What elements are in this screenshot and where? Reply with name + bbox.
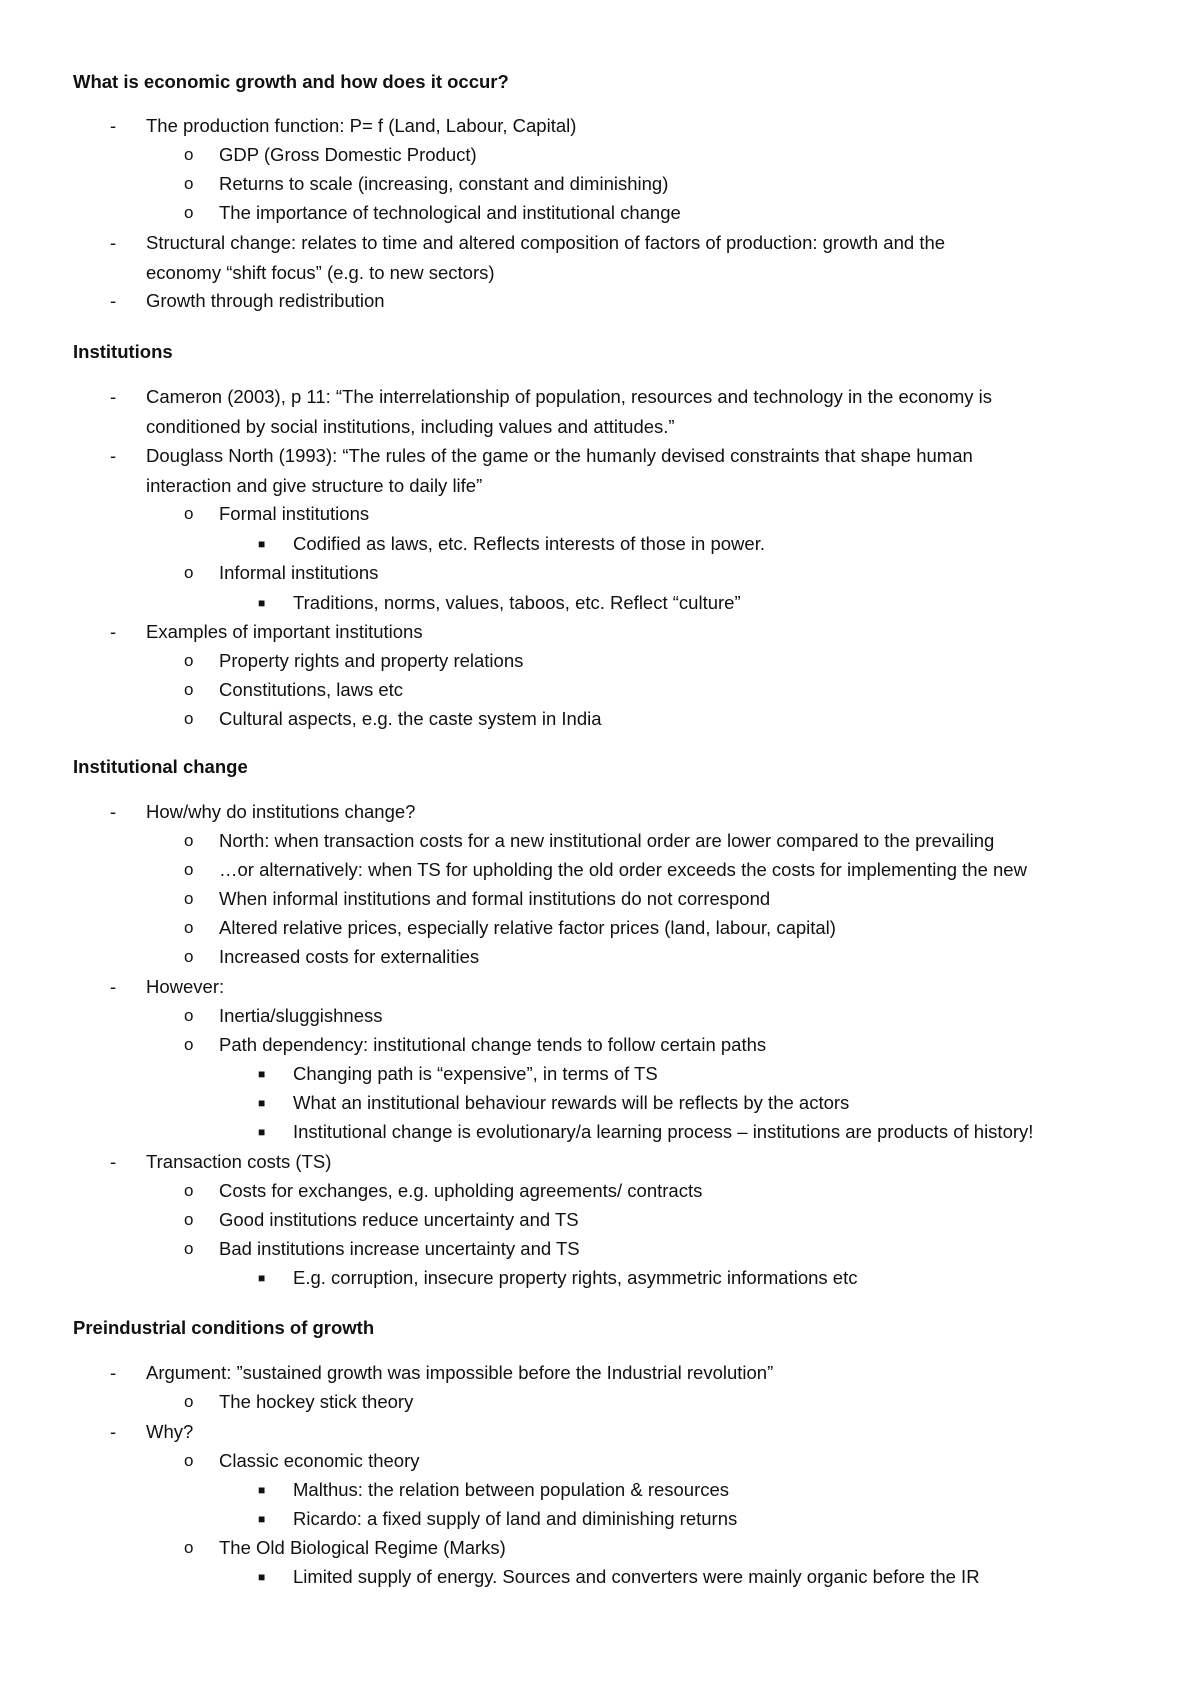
list-item-text: Changing path is “expensive”, in terms of TS (293, 1063, 658, 1084)
dash-bullet: - (110, 976, 117, 997)
list-item-text: Transaction costs (TS) (146, 1151, 332, 1172)
list-item-text: Limited supply of energy. Sources and converters were mainly organic before the IR (293, 1566, 980, 1587)
square-bullet-icon: ■ (258, 1512, 266, 1526)
list-item-text: The importance of technological and institutional change (219, 202, 681, 223)
circle-bullet: o (184, 504, 194, 523)
list-item-text: Examples of important institutions (146, 621, 423, 642)
circle-bullet: o (184, 860, 194, 879)
square-bullet-icon: ■ (258, 1483, 266, 1497)
list-item-text: Constitutions, laws etc (219, 679, 404, 700)
list-item-text: How/why do institutions change? (146, 801, 416, 822)
list-item-text: Bad institutions increase uncertainty and TS (219, 1238, 580, 1259)
list-item-text: Classic economic theory (219, 1450, 420, 1471)
list-item-text: Formal institutions (219, 503, 370, 524)
list-item-text: Cultural aspects, e.g. the caste system in India (219, 708, 602, 729)
list-item-text: Structural change: relates to time and altered composition of factors of production: growth and the (146, 232, 946, 253)
circle-bullet: o (184, 1538, 194, 1557)
list-item-text: GDP (Gross Domestic Product) (219, 144, 477, 165)
circle-bullet: o (184, 145, 194, 164)
list-item-text: Argument: ”sustained growth was impossible before the Industrial revolution” (146, 1362, 774, 1383)
circle-bullet: o (184, 831, 194, 850)
list-item-text: Codified as laws, etc. Reflects interests of those in power. (293, 533, 765, 554)
dash-bullet: - (110, 1421, 117, 1442)
list-item-text: Cameron (2003), p 11: “The interrelationship of population, resources and technology in the economy is (146, 386, 993, 407)
circle-bullet: o (184, 709, 194, 728)
list-item-text: The production function: P= f (Land, Labour, Capital) (146, 115, 577, 136)
list-item-text: The hockey stick theory (219, 1391, 414, 1412)
square-bullet-icon: ■ (258, 537, 266, 551)
dash-bullet: - (110, 290, 117, 311)
list-item-text: Altered relative prices, especially relative factor prices (land, labour, capital) (219, 917, 836, 938)
circle-bullet: o (184, 1239, 194, 1258)
list-item-text: Douglass North (1993): “The rules of the game or the humanly devised constraints that shape human (146, 445, 973, 466)
circle-bullet: o (184, 947, 194, 966)
list-item-text: Property rights and property relations (219, 650, 524, 671)
list-item-text: Increased costs for externalities (219, 946, 480, 967)
dash-bullet: - (110, 801, 117, 822)
square-bullet-icon: ■ (258, 596, 266, 610)
section-heading: What is economic growth and how does it occur? (73, 71, 509, 92)
circle-bullet: o (184, 1035, 194, 1054)
circle-bullet: o (184, 1392, 194, 1411)
circle-bullet: o (184, 1210, 194, 1229)
list-item-text: Costs for exchanges, e.g. upholding agreements/ contracts (219, 1180, 703, 1201)
dash-bullet: - (110, 115, 117, 136)
square-bullet-icon: ■ (258, 1271, 266, 1285)
square-bullet-icon: ■ (258, 1125, 266, 1139)
list-item-text: interaction and give structure to daily life” (146, 474, 483, 496)
list-item-text: Why? (146, 1421, 194, 1442)
circle-bullet: o (184, 174, 194, 193)
list-item-text: Growth through redistribution (146, 290, 385, 311)
list-item-text: What an institutional behaviour rewards will be reflects by the actors (293, 1092, 850, 1113)
square-bullet-icon: ■ (258, 1570, 266, 1584)
section-heading: Institutions (73, 341, 173, 362)
list-item-text: economy “shift focus” (e.g. to new sectors) (146, 261, 495, 283)
circle-bullet: o (184, 680, 194, 699)
list-item-text: Ricardo: a fixed supply of land and diminishing returns (293, 1508, 738, 1529)
circle-bullet: o (184, 563, 194, 582)
dash-bullet: - (110, 1362, 117, 1383)
circle-bullet: o (184, 918, 194, 937)
list-item-text: Path dependency: institutional change tends to follow certain paths (219, 1034, 767, 1055)
square-bullet-icon: ■ (258, 1096, 266, 1110)
circle-bullet: o (184, 651, 194, 670)
list-item-text: Malthus: the relation between population & resources (293, 1479, 730, 1500)
list-item-text: The Old Biological Regime (Marks) (219, 1537, 506, 1558)
circle-bullet: o (184, 203, 194, 222)
section-heading: Institutional change (73, 756, 248, 777)
list-item-text: Returns to scale (increasing, constant and diminishing) (219, 173, 669, 194)
list-item-text: …or alternatively: when TS for upholding the old order exceeds the costs for implementing the new (219, 859, 1027, 880)
list-item-text: Institutional change is evolutionary/a learning process – institutions are products of history! (293, 1121, 1034, 1142)
circle-bullet: o (184, 1181, 194, 1200)
list-item-text: North: when transaction costs for a new institutional order are lower compared to the prevailing (219, 830, 995, 851)
circle-bullet: o (184, 1451, 194, 1470)
list-item-text: E.g. corruption, insecure property rights, asymmetric informations etc (293, 1267, 858, 1288)
dash-bullet: - (110, 232, 117, 253)
circle-bullet: o (184, 1006, 194, 1025)
dash-bullet: - (110, 386, 117, 407)
square-bullet-icon: ■ (258, 1067, 266, 1081)
list-item-text: Good institutions reduce uncertainty and TS (219, 1209, 579, 1230)
list-item-text: Informal institutions (219, 562, 379, 583)
circle-bullet: o (184, 889, 194, 908)
list-item-text: Traditions, norms, values, taboos, etc. Reflect “culture” (293, 592, 741, 613)
dash-bullet: - (110, 621, 117, 642)
list-item-text: However: (146, 976, 225, 997)
section-heading: Preindustrial conditions of growth (73, 1317, 375, 1338)
dash-bullet: - (110, 1151, 117, 1172)
list-item-text: conditioned by social institutions, including values and attitudes.” (146, 415, 675, 437)
list-item-text: When informal institutions and formal institutions do not correspond (219, 888, 771, 909)
list-item-text: Inertia/sluggishness (219, 1005, 383, 1026)
dash-bullet: - (110, 445, 117, 466)
